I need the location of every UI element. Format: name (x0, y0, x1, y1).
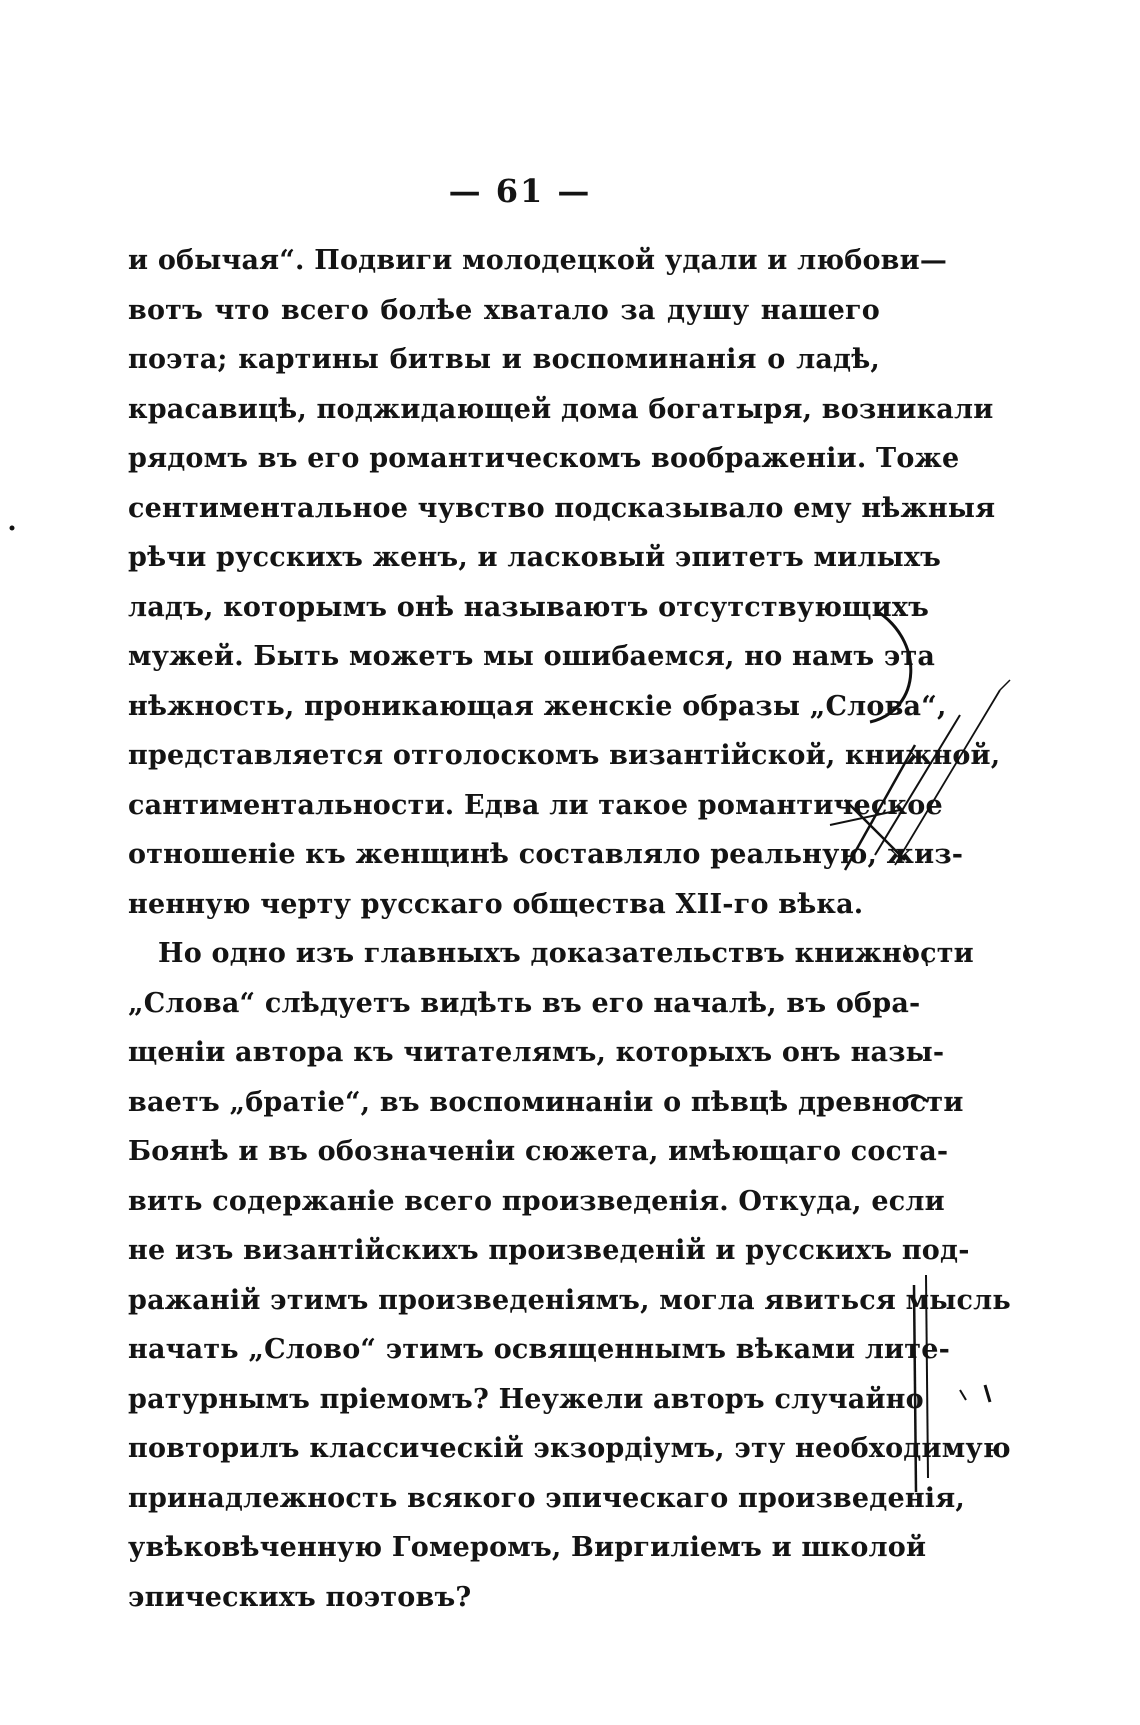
text-line: сантиментальности. Едва ли такое романтическое (128, 789, 943, 821)
text-line: отношеніе къ женщинѣ составляло реальную, жиз- (128, 839, 964, 870)
text-line: повторилъ классическій экзордіумъ, эту необходимую (128, 1433, 1011, 1464)
text-line: ваетъ „братіе“, въ воспоминаніи о пѣвцѣ древности (128, 1086, 964, 1118)
text-line: Боянѣ и въ обозначеніи сюжета, имѣющаго соста- (128, 1136, 949, 1167)
text-line: ненную черту русскаго общества XII-го вѣка. (128, 888, 864, 920)
text-line: не изъ византійскихъ произведеній и русскихъ под- (128, 1235, 970, 1266)
body-text (128, 236, 1011, 1622)
text-line: „Слова“ слѣдуетъ видѣть въ его началѣ, въ обра- (128, 987, 921, 1019)
text-line: поэта; картины битвы и воспоминанія о ладѣ, (128, 344, 880, 375)
text-line: представляется отголоскомъ византійской, книжной, (128, 740, 1001, 771)
pen-stroke (875, 715, 960, 855)
page-number: — 61 — (448, 172, 592, 210)
text-line: увѣковѣченную Гомеромъ, Виргиліемъ и школой (128, 1532, 927, 1563)
paragraph-1 (128, 236, 1001, 929)
text-line: нѣжность, проникающая женскіе образы „Слова“, (128, 690, 947, 722)
text-line: ратурнымъ пріемомъ? Неужели авторъ случайно (128, 1383, 924, 1415)
paragraph-2 (128, 929, 1011, 1622)
text-line: мужей. Быть можетъ мы ошибаемся, но намъ эта (128, 641, 936, 672)
text-line: ражаній этимъ произведеніямъ, могла явиться мысль (128, 1284, 1011, 1316)
text-line: рѣчи русскихъ женъ, и ласковый эпитетъ милыхъ (128, 542, 942, 573)
text-line: Но одно изъ главныхъ доказательствъ книжности (158, 938, 974, 969)
text-line: и обычая“. Подвиги молодецкой удали и любови— (128, 245, 948, 276)
text-line: сентиментальное чувство подсказывало ему нѣжныя (128, 492, 996, 524)
text-line: красавицѣ, поджидающей дома богатыря, возникали (128, 393, 994, 425)
stray-dot (10, 526, 15, 531)
pen-tick (985, 1385, 990, 1402)
pen-stroke (1000, 680, 1010, 690)
text-line: начать „Слово“ этимъ освященнымъ вѣками лите- (128, 1334, 950, 1365)
text-line: принадлежность всякого эпическаго произведенія, (128, 1482, 966, 1514)
text-line: эпическихъ поэтовъ? (128, 1581, 472, 1613)
text-line: вотъ что всего болѣе хватало за душу нашего (128, 294, 880, 326)
text-line: щеніи автора къ читателямъ, которыхъ онъ назы- (128, 1037, 945, 1068)
text-line: рядомъ въ его романтическомъ воображеніи. Тоже (128, 443, 960, 474)
text-line: вить содержаніе всего произведенія. Откуда, если (128, 1185, 945, 1217)
pen-tick (960, 1390, 966, 1400)
text-line: ладъ, которымъ онѣ называютъ отсутствующихъ (128, 591, 930, 623)
